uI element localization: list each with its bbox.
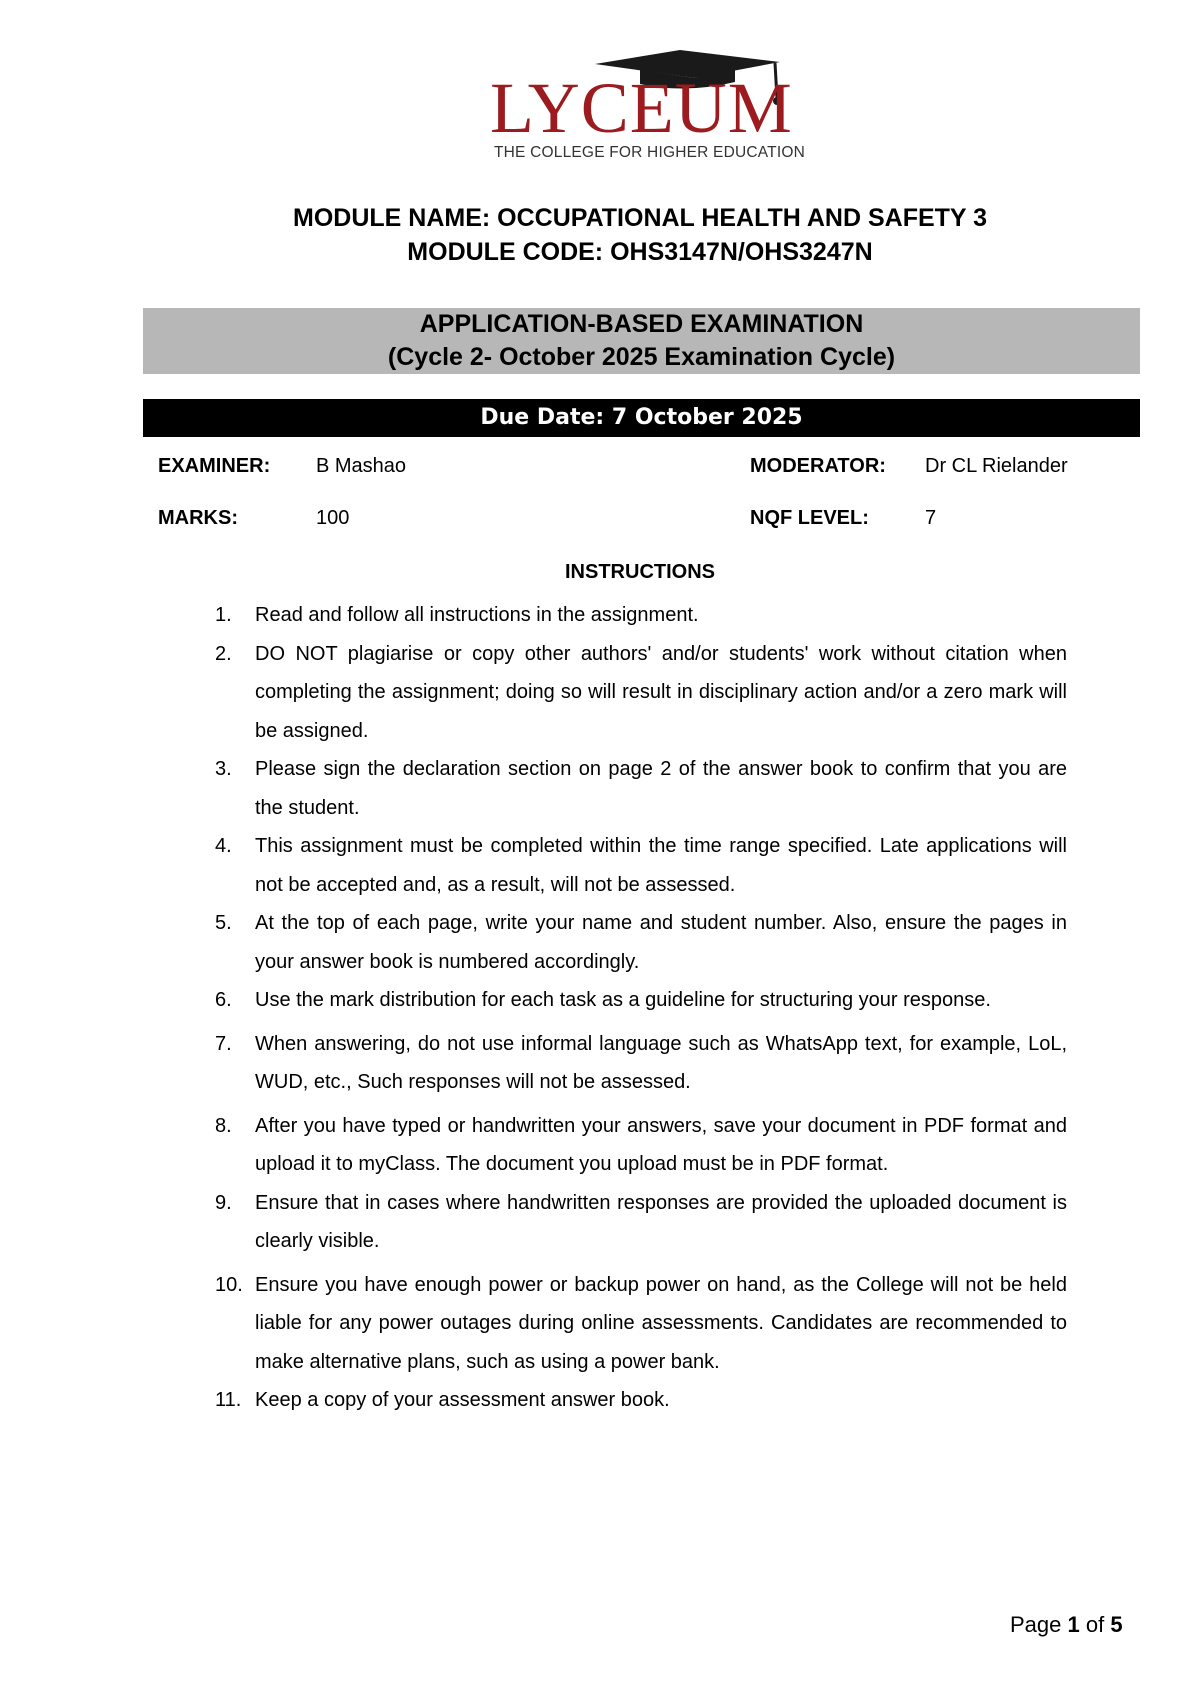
logo-tagline: THE COLLEGE FOR HIGHER EDUCATION	[494, 144, 805, 161]
list-item	[215, 1381, 1067, 1420]
item-text: When answering, do not use informal language such as WhatsApp text, for example, LoL, WUD, etc., Such responses will not be assessed.	[255, 1032, 1067, 1093]
nqf-label: NQF LEVEL:	[750, 507, 869, 529]
marks-label: MARKS:	[158, 507, 238, 529]
list-item	[215, 904, 1067, 981]
item-number: 5.	[215, 912, 232, 934]
list-item	[215, 827, 1067, 904]
item-text: Use the mark distribution for each task as a guideline for structuring your response.	[255, 989, 991, 1011]
nqf-value: 7	[925, 507, 937, 529]
item-number: 4.	[215, 835, 232, 857]
page-current: 1	[1067, 1612, 1080, 1637]
due-date-bar: Due Date: 7 October 2025	[143, 399, 1140, 437]
item-number: 10.	[215, 1273, 243, 1296]
list-item	[215, 750, 1067, 827]
item-text: After you have typed or handwritten your answers, save your document in PDF format and upload it to myClass. The document you upload must be in PDF format.	[255, 1114, 1067, 1175]
page-total: 5	[1110, 1612, 1123, 1637]
item-number: 3.	[215, 758, 232, 780]
college-logo	[490, 50, 805, 165]
item-number: 2.	[215, 642, 232, 665]
item-text: DO NOT plagiarise or copy other authors' and/or students' work without citation when completing the assignment; doing so will result in disciplinary action and/or a zero mark will be assigned.	[255, 642, 1067, 742]
item-text: Ensure you have enough power or backup power on hand, as the College will not be held liable for any power outages during online assessments. Candidates are recommended to make alternative plans, such as using a power bank.	[255, 1273, 1067, 1373]
item-text: Read and follow all instructions in the assignment.	[255, 604, 699, 626]
item-text: Ensure that in cases where handwritten responses are provided the uploaded document is clearly visible.	[255, 1191, 1067, 1252]
list-item	[215, 1184, 1067, 1261]
marks-value: 100	[316, 507, 350, 529]
list-item	[215, 1107, 1067, 1184]
of-word: of	[1085, 1612, 1105, 1637]
moderator-label: MODERATOR:	[750, 455, 886, 477]
logo-wordmark: LYCEUM	[490, 68, 793, 148]
examiner-value: B Mashao	[316, 455, 407, 477]
list-item	[215, 981, 1067, 1020]
module-name: MODULE NAME: OCCUPATIONAL HEALTH AND SAFETY 3	[293, 204, 987, 232]
page-word: Page	[1010, 1612, 1062, 1637]
item-number: 8.	[215, 1114, 232, 1137]
item-number: 11.	[215, 1389, 242, 1411]
list-item	[215, 1025, 1067, 1102]
item-text: This assignment must be completed within the time range specified. Late applications will not be accepted and, as a result, will not be assessed.	[255, 835, 1067, 896]
page-number	[1010, 1612, 1123, 1638]
instructions-list	[215, 596, 1067, 1420]
module-code: MODULE CODE: OHS3147N/OHS3247N	[407, 238, 873, 266]
item-number: 1.	[215, 604, 232, 626]
instructions-title: INSTRUCTIONS	[565, 561, 715, 583]
item-number: 6.	[215, 989, 232, 1011]
exam-title-band	[143, 308, 1140, 374]
exam-cycle: (Cycle 2- October 2025 Examination Cycle)	[387, 343, 896, 371]
examiner-label: EXAMINER:	[158, 455, 271, 477]
moderator-value: Dr CL Rielander	[925, 455, 1068, 477]
item-text: Keep a copy of your assessment answer book.	[255, 1389, 670, 1411]
item-text: Please sign the declaration section on page 2 of the answer book to confirm that you are the student.	[255, 758, 1067, 819]
item-number: 7.	[215, 1032, 232, 1055]
list-item	[215, 1266, 1067, 1382]
item-number: 9.	[215, 1191, 232, 1214]
item-text: At the top of each page, write your name and student number. Also, ensure the pages in your answer book is numbered accordingly.	[255, 912, 1067, 973]
list-item	[215, 596, 1067, 635]
exam-title: APPLICATION-BASED EXAMINATION	[419, 310, 864, 338]
list-item	[215, 635, 1067, 751]
